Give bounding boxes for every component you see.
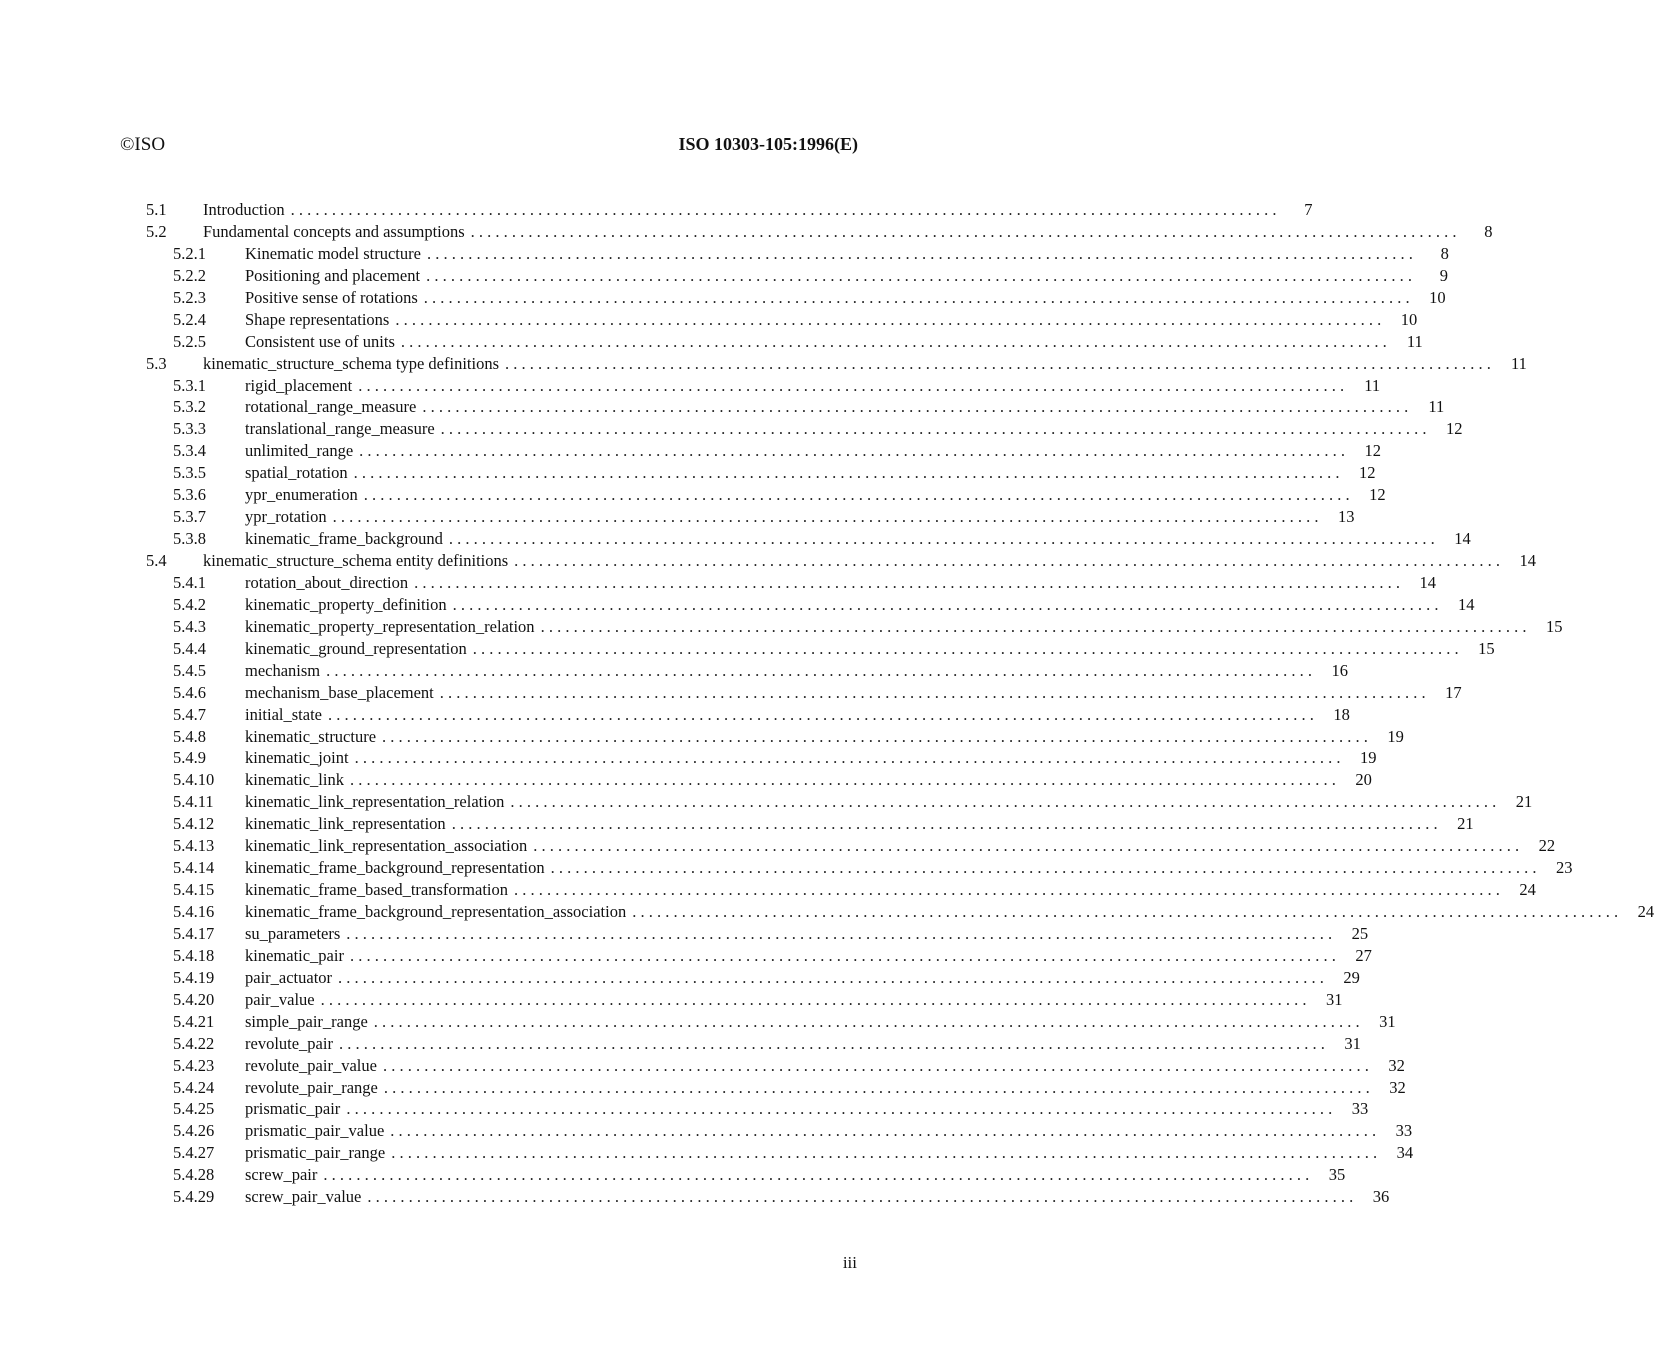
toc-page-number: 10 [1400,309,1418,329]
toc-entry[interactable] [0,1142,1414,1164]
toc-section-number: 5.3.2 [173,397,206,417]
toc-dot-leader: . . . . . . . . . . . . . . . . . . . . . . . . . . . . . . . . . . . . . . . . . . . . . . . . . . . . . . . . . . . . . . . . . . . . . . . . . . . . . . . . . . . . . . . . . . . . . . . . . . . . . . . . . . . . . . . . . . . . . . . . [346,1099,1333,1119]
toc-entry[interactable] [0,506,1355,528]
page-header [120,134,858,160]
toc-page-number: 35 [1328,1165,1346,1185]
toc-page-number: 11 [1364,375,1381,395]
toc-title: Consistent use of units [245,331,395,351]
toc-line [245,287,1446,309]
toc-page-number: 31 [1344,1033,1361,1053]
toc-section-number: 5.2.5 [173,331,206,351]
toc-entry[interactable] [0,1077,1406,1099]
toc-entry[interactable] [0,331,1423,353]
toc-page-number: 11 [1406,331,1423,351]
toc-title: kinematic_link [245,770,344,790]
toc-line [203,199,1313,221]
toc-section-number: 5.1 [146,200,167,219]
toc-page-number: 8 [1440,243,1449,263]
toc-line [245,901,1654,923]
toc-line [245,1164,1346,1186]
toc-line [245,989,1343,1011]
toc-dot-leader: . . . . . . . . . . . . . . . . . . . . . . . . . . . . . . . . . . . . . . . . . . . . . . . . . . . . . . . . . . . . . . . . . . . . . . . . . . . . . . . . . . . . . . . . . . . . . . . . . . . . . . . . . . . . . . . . . . . . . . . . [439,682,1426,702]
toc-title: rigid_placement [245,375,353,395]
toc-dot-leader: . . . . . . . . . . . . . . . . . . . . . . . . . . . . . . . . . . . . . . . . . . . . . . . . . . . . . . . . . . . . . . . . . . . . . . . . . . . . . . . . . . . . . . . . . . . . . . . . . . . . . . . . . . . . . . . . . . . . . . . . [382,726,1368,746]
toc-section-number: 5.4.5 [173,660,206,680]
toc-line [245,660,1349,682]
toc-dot-leader: . . . . . . . . . . . . . . . . . . . . . . . . . . . . . . . . . . . . . . . . . . . . . . . . . . . . . . . . . . . . . . . . . . . . . . . . . . . . . . . . . . . . . . . . . . . . . . . . . . . . . . . . . . . . . . . . . . . . . . . . [448,529,1435,549]
toc-page-number: 27 [1355,945,1372,965]
toc-section-number: 5.3 [146,353,167,373]
toc-section-number: 5.3.8 [173,529,206,549]
toc-entry[interactable] [0,594,1475,616]
toc-title: kinematic_property_definition [245,594,447,614]
toc-line [245,1055,1405,1077]
toc-line [245,638,1495,660]
toc-entry[interactable] [0,418,1463,440]
toc-section-number: 5.4.2 [173,594,206,614]
toc-line [245,528,1471,550]
toc-dot-leader: . . . . . . . . . . . . . . . . . . . . . . . . . . . . . . . . . . . . . . . . . . . . . . . . . . . . . . . . . . . . . . . . . . . . . . . . . . . . . . . . . . . . . . . . . . . . . . . . . . . . . . . . . . . . . . . . . . . . . . . . [533,836,1520,856]
toc-dot-leader: . . . . . . . . . . . . . . . . . . . . . . . . . . . . . . . . . . . . . . . . . . . . . . . . . . . . . . . . . . . . . . . . . . . . . . . . . . . . . . . . . . . . . . . . . . . . . . . . . . . . . . . . . . . . . . . . . . . . . . . . [320,989,1307,1009]
toc-page-number: 31 [1379,1011,1396,1031]
toc-line [203,221,1493,243]
toc-section-number: 5.4.21 [173,1011,215,1031]
toc-section-number: 5.2.1 [173,243,206,263]
toc-dot-leader: . . . . . . . . . . . . . . . . . . . . . . . . . . . . . . . . . . . . . . . . . . . . . . . . . . . . . . . . . . . . . . . . . . . . . . . . . . . . . . . . . . . . . . . . . . . . . . . . . . . . . . . . . . . . . . . . . . . . . . . . [426,265,1412,285]
toc-section-number: 5.3.1 [173,375,206,395]
toc-line [245,813,1474,835]
toc-title: kinematic_frame_background_representation_association [245,902,627,921]
toc-page-number: 36 [1372,1187,1390,1207]
toc-dot-leader: . . . . . . . . . . . . . . . . . . . . . . . . . . . . . . . . . . . . . . . . . . . . . . . . . . . . . . . . . . . . . . . . . . . . . . . . . . . . . . . . . . . . . . . . . . . . . . . . . . . . . . . . . . . . . . . . . . . . . . . . [505,353,1491,373]
toc-title: mechanism [245,660,321,680]
toc-title: kinematic_structure_schema entity definitions [203,551,509,570]
toc-entry[interactable] [0,1033,1361,1055]
toc-entry[interactable] [0,791,1533,813]
toc-title: pair_value [245,989,315,1009]
toc-section-number: 5.4 [146,551,167,570]
toc-dot-leader: . . . . . . . . . . . . . . . . . . . . . . . . . . . . . . . . . . . . . . . . . . . . . . . . . . . . . . . . . . . . . . . . . . . . . . . . . . . . . . . . . . . . . . . . . . . . . . . . . . . . . . . . . . . . . . . . . . . . . . . . [358,375,1345,395]
toc-title: kinematic_ground_representation [245,638,467,658]
toc-title: kinematic_frame_based_transformation [245,880,508,900]
toc-dot-leader: . . . . . . . . . . . . . . . . . . . . . . . . . . . . . . . . . . . . . . . . . . . . . . . . . . . . . . . . . . . . . . . . . . . . . . . . . . . . . . . . . . . . . . . . . . . . . . . . . . . . . . . . . . . . . . . . . . . . . . . . [472,638,1459,658]
toc-dot-leader: . . . . . . . . . . . . . . . . . . . . . . . . . . . . . . . . . . . . . . . . . . . . . . . . . . . . . . . . . . . . . . . . . . . . . . . . . . . . . . . . . . . . . . . . . . . . . . . . . . . . . . . . . . . . . . . . . . . . . . . . [514,880,1500,900]
toc-entry[interactable] [0,287,1446,309]
toc-line [245,1186,1390,1208]
toc-dot-leader: . . . . . . . . . . . . . . . . . . . . . . . . . . . . . . . . . . . . . . . . . . . . . . . . . . . . . . . . . . . . . . . . . . . . . . . . . . . . . . . . . . . . . . . . . . . . . . . . . . . . . . . . . . . . . . . . . . . . . . . . [440,419,1427,439]
toc-section-number: 5.4.29 [173,1187,215,1207]
toc-entry[interactable] [0,923,1369,945]
toc-line [245,243,1449,265]
toc-line [203,550,1537,572]
toc-title: kinematic_structure [245,726,377,746]
toc-line [245,879,1536,901]
toc-title: su_parameters [245,923,341,943]
toc-dot-leader: . . . . . . . . . . . . . . . . . . . . . . . . . . . . . . . . . . . . . . . . . . . . . . . . . . . . . . . . . . . . . . . . . . . . . . . . . . . . . . . . . . . . . . . . . . . . . . . . . . . . . . . . . . . . . . . . . . . . . . . . [349,945,1336,965]
toc-page-number: 33 [1395,1121,1413,1141]
toc-dot-leader: . . . . . . . . . . . . . . . . . . . . . . . . . . . . . . . . . . . . . . . . . . . . . . . . . . . . . . . . . . . . . . . . . . . . . . . . . . . . . . . . . . . . . . . . . . . . . . . . . . . . . . . . . . . . . . . . . . . . . . . . [353,463,1340,483]
toc-line [245,418,1463,440]
toc-dot-leader: . . . . . . . . . . . . . . . . . . . . . . . . . . . . . . . . . . . . . . . . . . . . . . . . . . . . . . . . . . . . . . . . . . . . . . . . . . . . . . . . . . . . . . . . . . . . . . . . . . . . . . . . . . . . . . . . . . . . . . . . [363,485,1350,505]
toc-section-number: 5.4.26 [173,1121,215,1141]
toc-page-number: 25 [1351,923,1369,943]
toc-title: prismatic_pair_value [245,1121,385,1141]
toc-dot-leader: . . . . . . . . . . . . . . . . . . . . . . . . . . . . . . . . . . . . . . . . . . . . . . . . . . . . . . . . . . . . . . . . . . . . . . . . . . . . . . . . . . . . . . . . . . . . . . . . . . . . . . . . . . . . . . . . . . . . . . . . [383,1077,1370,1097]
toc-section-number: 5.4.13 [173,836,215,856]
toc-line [245,791,1533,813]
toc-line [245,835,1556,857]
toc-title: revolute_pair_range [245,1077,378,1097]
toc-line [245,484,1386,506]
toc-entry[interactable] [0,309,1418,331]
toc-page-number: 16 [1331,660,1349,680]
toc-entry[interactable] [0,879,1536,901]
toc-entry[interactable] [0,638,1495,660]
toc-entry[interactable] [0,221,1493,243]
toc-entry[interactable] [0,1098,1369,1120]
toc-section-number: 5.4.20 [173,989,215,1009]
toc-section-number: 5.3.7 [173,507,206,527]
toc-line [245,1077,1406,1099]
toc-dot-leader: . . . . . . . . . . . . . . . . . . . . . . . . . . . . . . . . . . . . . . . . . . . . . . . . . . . . . . . . . . . . . . . . . . . . . . . . . . . . . . . . . . . . . . . . . . . . . . . . . . . . . . . . . . . . . . . . . . . . . . . . [382,1055,1369,1075]
toc-dot-leader: . . . . . . . . . . . . . . . . . . . . . . . . . . . . . . . . . . . . . . . . . . . . . . . . . . . . . . . . . . . . . . . . . . . . . . . . . . . . . . . . . . . . . . . . . . . . . . . . . . . . . . . . . . . . . . . . . . . . . . . . [422,397,1409,417]
toc-entry[interactable] [0,1186,1390,1208]
toc-title: Fundamental concepts and assumptions [203,221,465,241]
copyright-mark: ©ISO [120,134,166,155]
toc-page-number: 32 [1388,1055,1405,1075]
toc-entry[interactable] [0,835,1556,857]
toc-title: initial_state [245,704,322,724]
toc-page-number: 24 [1637,902,1654,921]
toc-page-number: 21 [1515,792,1533,812]
toc-page-number: 14 [1457,594,1475,614]
toc-section-number: 5.4.9 [173,748,206,768]
toc-page-number: 13 [1337,507,1355,527]
toc-entry[interactable] [0,989,1343,1011]
toc-dot-leader: . . . . . . . . . . . . . . . . . . . . . . . . . . . . . . . . . . . . . . . . . . . . . . . . . . . . . . . . . . . . . . . . . . . . . . . . . . . . . . . . . . . . . . . . . . . . . . . . . . . . . . . . . . . . . . . . . . . . . . . . [470,221,1457,241]
toc-title: spatial_rotation [245,463,348,483]
toc-section-number: 5.4.6 [173,682,206,702]
toc-line [245,616,1563,638]
toc-dot-leader: . . . . . . . . . . . . . . . . . . . . . . . . . . . . . . . . . . . . . . . . . . . . . . . . . . . . . . . . . . . . . . . . . . . . . . . . . . . . . . . . . . . . . . . . . . . . . . . . . . . . . . . . . . . . . . . . . . . . . . . . [332,507,1319,527]
toc-line [245,1120,1413,1142]
toc-section-number: 5.4.23 [173,1055,215,1075]
toc-title: ypr_enumeration [245,485,358,505]
toc-section-number: 5.3.6 [173,485,206,505]
toc-page-number: 8 [1484,221,1493,241]
toc-title: kinematic_property_representation_relation [245,616,535,636]
toc-page-number: 22 [1538,836,1556,856]
toc-dot-leader: . . . . . . . . . . . . . . . . . . . . . . . . . . . . . . . . . . . . . . . . . . . . . . . . . . . . . . . . . . . . . . . . . . . . . . . . . . . . . . . . . . . . . . . . . . . . . . . . . . . . . . . . . . . . . . . . . . . . . . . . [423,287,1410,307]
toc-entry[interactable] [0,550,1537,572]
toc-dot-leader: . . . . . . . . . . . . . . . . . . . . . . . . . . . . . . . . . . . . . . . . . . . . . . . . . . . . . . . . . . . . . . . . . . . . . . . . . . . . . . . . . . . . . . . . . . . . . . . . . . . . . . . . . . . . . . . . . . . . . . . . [390,1121,1377,1141]
toc-line [245,857,1573,879]
toc-section-number: 5.4.1 [173,572,206,592]
table-of-contents [0,199,1654,1208]
toc-dot-leader: . . . . . . . . . . . . . . . . . . . . . . . . . . . . . . . . . . . . . . . . . . . . . . . . . . . . . . . . . . . . . . . . . . . . . . . . . . . . . . . . . . . . . . . . . . . . . . . . . . . . . . . . . . . . . . . . . . . . . . . . [632,902,1619,921]
toc-title: simple_pair_range [245,1011,368,1031]
toc-page-number: 12 [1446,419,1463,439]
toc-dot-leader: . . . . . . . . . . . . . . . . . . . . . . . . . . . . . . . . . . . . . . . . . . . . . . . . . . . . . . . . . . . . . . . . . . . . . . . . . . . . . . . . . . . . . . . . . . . . . . . . . . . . . . . . . . . . . . . . . . . . . . . . [514,551,1501,570]
toc-page-number: 7 [1304,200,1313,219]
document-id: ISO 10303-105:1996(E) [678,134,858,154]
toc-title: kinematic_frame_background_representation [245,858,545,878]
toc-entry[interactable] [0,265,1448,287]
toc-page-number: 17 [1445,682,1462,702]
toc-page-number: 23 [1556,858,1573,878]
toc-dot-leader: . . . . . . . . . . . . . . . . . . . . . . . . . . . . . . . . . . . . . . . . . . . . . . . . . . . . . . . . . . . . . . . . . . . . . . . . . . . . . . . . . . . . . . . . . . . . . . . . . . . . . . . . . . . . . . . . . . . . . . . . [290,200,1277,219]
toc-title: ypr_rotation [245,507,327,527]
toc-title: revolute_pair_value [245,1055,377,1075]
toc-page-number: 12 [1369,485,1386,505]
toc-page-number: 12 [1359,463,1376,483]
toc-line [245,945,1372,967]
toc-line [245,331,1423,353]
toc-dot-leader: . . . . . . . . . . . . . . . . . . . . . . . . . . . . . . . . . . . . . . . . . . . . . . . . . . . . . . . . . . . . . . . . . . . . . . . . . . . . . . . . . . . . . . . . . . . . . . . . . . . . . . . . . . . . . . . . . . . . . . . . [338,967,1324,987]
toc-line [245,594,1475,616]
toc-line [203,353,1527,375]
toc-entry[interactable] [0,440,1382,462]
toc-title: revolute_pair [245,1033,333,1053]
toc-section-number: 5.2.4 [173,309,206,329]
toc-section-number: 5.4.18 [173,945,215,965]
toc-section-number: 5.4.22 [173,1033,215,1053]
toc-section-number: 5.3.3 [173,419,206,439]
toc-title: Positive sense of rotations [245,287,418,307]
toc-page-number: 29 [1343,967,1360,987]
toc-line [245,682,1462,704]
toc-dot-leader: . . . . . . . . . . . . . . . . . . . . . . . . . . . . . . . . . . . . . . . . . . . . . . . . . . . . . . . . . . . . . . . . . . . . . . . . . . . . . . . . . . . . . . . . . . . . . . . . . . . . . . . . . . . . . . . . . . . . . . . . [395,309,1382,329]
toc-title: Introduction [203,200,285,219]
toc-line [245,1142,1414,1164]
toc-entry[interactable] [0,1055,1405,1077]
toc-entry[interactable] [0,945,1372,967]
toc-title: prismatic_pair [245,1099,341,1119]
toc-entry[interactable] [0,528,1471,550]
toc-dot-leader: . . . . . . . . . . . . . . . . . . . . . . . . . . . . . . . . . . . . . . . . . . . . . . . . . . . . . . . . . . . . . . . . . . . . . . . . . . . . . . . . . . . . . . . . . . . . . . . . . . . . . . . . . . . . . . . . . . . . . . . . [323,1165,1310,1185]
toc-title: rotation_about_direction [245,572,409,592]
toc-entry[interactable] [0,375,1381,397]
toc-section-number: 5.4.27 [173,1143,215,1163]
toc-section-number: 5.4.24 [173,1077,215,1097]
toc-section-number: 5.4.28 [173,1165,215,1185]
toc-section-number: 5.4.15 [173,880,215,900]
toc-section-number: 5.4.17 [173,923,215,943]
toc-line [245,375,1381,397]
toc-dot-leader: . . . . . . . . . . . . . . . . . . . . . . . . . . . . . . . . . . . . . . . . . . . . . . . . . . . . . . . . . . . . . . . . . . . . . . . . . . . . . . . . . . . . . . . . . . . . . . . . . . . . . . . . . . . . . . . . . . . . . . . . [550,858,1537,878]
toc-page-number: 18 [1333,704,1350,724]
toc-dot-leader: . . . . . . . . . . . . . . . . . . . . . . . . . . . . . . . . . . . . . . . . . . . . . . . . . . . . . . . . . . . . . . . . . . . . . . . . . . . . . . . . . . . . . . . . . . . . . . . . . . . . . . . . . . . . . . . . . . . . . . . . [359,441,1346,461]
toc-page-number: 14 [1519,551,1537,570]
toc-entry[interactable] [0,1011,1396,1033]
toc-dot-leader: . . . . . . . . . . . . . . . . . . . . . . . . . . . . . . . . . . . . . . . . . . . . . . . . . . . . . . . . . . . . . . . . . . . . . . . . . . . . . . . . . . . . . . . . . . . . . . . . . . . . . . . . . . . . . . . . . . . . . . . . [338,1033,1325,1053]
toc-entry[interactable] [0,353,1527,375]
toc-title: unlimited_range [245,441,354,461]
toc-entry[interactable] [0,682,1462,704]
toc-entry[interactable] [0,901,1654,923]
toc-line [245,726,1404,748]
toc-line [245,923,1369,945]
toc-entry[interactable] [0,726,1404,748]
toc-dot-leader: . . . . . . . . . . . . . . . . . . . . . . . . . . . . . . . . . . . . . . . . . . . . . . . . . . . . . . . . . . . . . . . . . . . . . . . . . . . . . . . . . . . . . . . . . . . . . . . . . . . . . . . . . . . . . . . . . . . . . . . . [540,616,1527,636]
toc-page-number: 11 [1428,397,1445,417]
toc-page-number: 11 [1510,353,1527,373]
toc-section-number: 5.4.12 [173,814,215,834]
toc-title: Positioning and placement [245,265,421,285]
toc-line [245,396,1445,418]
toc-dot-leader: . . . . . . . . . . . . . . . . . . . . . . . . . . . . . . . . . . . . . . . . . . . . . . . . . . . . . . . . . . . . . . . . . . . . . . . . . . . . . . . . . . . . . . . . . . . . . . . . . . . . . . . . . . . . . . . . . . . . . . . . [367,1187,1354,1207]
toc-dot-leader: . . . . . . . . . . . . . . . . . . . . . . . . . . . . . . . . . . . . . . . . . . . . . . . . . . . . . . . . . . . . . . . . . . . . . . . . . . . . . . . . . . . . . . . . . . . . . . . . . . . . . . . . . . . . . . . . . . . . . . . . [327,704,1314,724]
toc-entry[interactable] [0,1120,1413,1142]
toc-page-number: 19 [1387,726,1404,746]
toc-title: rotational_range_measure [245,397,417,417]
toc-title: kinematic_joint [245,748,349,768]
toc-title: Shape representations [245,309,390,329]
toc-section-number: 5.2.2 [173,265,206,285]
toc-entry[interactable] [0,1164,1346,1186]
toc-section-number: 5.4.16 [173,902,215,921]
toc-page-number: 14 [1454,529,1471,549]
toc-line [245,704,1350,726]
toc-title: pair_actuator [245,967,333,987]
toc-line [245,506,1355,528]
toc-title: mechanism_base_placement [245,682,434,702]
toc-section-number: 5.4.11 [173,792,214,812]
toc-page-number: 14 [1419,572,1436,592]
toc-dot-leader: . . . . . . . . . . . . . . . . . . . . . . . . . . . . . . . . . . . . . . . . . . . . . . . . . . . . . . . . . . . . . . . . . . . . . . . . . . . . . . . . . . . . . . . . . . . . . . . . . . . . . . . . . . . . . . . . . . . . . . . . [391,1143,1378,1163]
toc-title: kinematic_link_representation_relation [245,792,505,812]
toc-page-number: 33 [1351,1099,1369,1119]
toc-section-number: 5.4.7 [173,704,206,724]
toc-line [245,1011,1396,1033]
toc-entry[interactable] [0,747,1377,769]
toc-entry[interactable] [0,199,1313,221]
toc-section-number: 5.4.4 [173,638,206,658]
toc-line [245,462,1376,484]
toc-page-number: 32 [1389,1077,1406,1097]
toc-section-number: 5.4.10 [173,770,215,790]
toc-entry[interactable] [0,396,1445,418]
toc-page-number: 15 [1545,616,1563,636]
toc-page-number: 24 [1519,880,1536,900]
toc-entry[interactable] [0,769,1372,791]
toc-line [245,769,1372,791]
toc-section-number: 5.4.14 [173,858,215,878]
toc-dot-leader: . . . . . . . . . . . . . . . . . . . . . . . . . . . . . . . . . . . . . . . . . . . . . . . . . . . . . . . . . . . . . . . . . . . . . . . . . . . . . . . . . . . . . . . . . . . . . . . . . . . . . . . . . . . . . . . . . . . . . . . . [354,748,1341,768]
toc-title: translational_range_measure [245,419,435,439]
toc-entry[interactable] [0,704,1350,726]
toc-title: screw_pair [245,1165,318,1185]
toc-section-number: 5.2 [146,221,167,241]
toc-section-number: 5.4.19 [173,967,215,987]
toc-dot-leader: . . . . . . . . . . . . . . . . . . . . . . . . . . . . . . . . . . . . . . . . . . . . . . . . . . . . . . . . . . . . . . . . . . . . . . . . . . . . . . . . . . . . . . . . . . . . . . . . . . . . . . . . . . . . . . . . . . . . . . . . [426,243,1413,263]
toc-entry[interactable] [0,572,1436,594]
toc-page-number: 20 [1355,770,1372,790]
toc-title: kinematic_link_representation_association [245,836,528,856]
toc-title: kinematic_structure_schema type definitions [203,353,499,373]
page-number: iii [842,1253,857,1272]
toc-entry[interactable] [0,660,1349,682]
toc-line [245,1033,1361,1055]
toc-entry[interactable] [0,484,1386,506]
toc-entry[interactable] [0,857,1573,879]
toc-dot-leader: . . . . . . . . . . . . . . . . . . . . . . . . . . . . . . . . . . . . . . . . . . . . . . . . . . . . . . . . . . . . . . . . . . . . . . . . . . . . . . . . . . . . . . . . . . . . . . . . . . . . . . . . . . . . . . . . . . . . . . . . [510,792,1497,812]
toc-section-number: 5.4.25 [173,1099,215,1119]
toc-title: kinematic_link_representation [245,814,446,834]
toc-section-number: 5.3.5 [173,463,206,483]
toc-line [245,572,1436,594]
toc-dot-leader: . . . . . . . . . . . . . . . . . . . . . . . . . . . . . . . . . . . . . . . . . . . . . . . . . . . . . . . . . . . . . . . . . . . . . . . . . . . . . . . . . . . . . . . . . . . . . . . . . . . . . . . . . . . . . . . . . . . . . . . . [349,770,1336,790]
toc-page-number: 34 [1396,1143,1414,1163]
toc-line [245,967,1360,989]
toc-section-number: 5.4.8 [173,726,206,746]
toc-dot-leader: . . . . . . . . . . . . . . . . . . . . . . . . . . . . . . . . . . . . . . . . . . . . . . . . . . . . . . . . . . . . . . . . . . . . . . . . . . . . . . . . . . . . . . . . . . . . . . . . . . . . . . . . . . . . . . . . . . . . . . . . [451,814,1438,834]
toc-dot-leader: . . . . . . . . . . . . . . . . . . . . . . . . . . . . . . . . . . . . . . . . . . . . . . . . . . . . . . . . . . . . . . . . . . . . . . . . . . . . . . . . . . . . . . . . . . . . . . . . . . . . . . . . . . . . . . . . . . . . . . . . [373,1011,1360,1031]
toc-page-number: 19 [1359,748,1377,768]
toc-entry[interactable] [0,813,1474,835]
toc-title: kinematic_frame_background [245,529,443,549]
toc-title: screw_pair_value [245,1187,362,1207]
toc-line [245,309,1418,331]
toc-line [245,440,1382,462]
toc-dot-leader: . . . . . . . . . . . . . . . . . . . . . . . . . . . . . . . . . . . . . . . . . . . . . . . . . . . . . . . . . . . . . . . . . . . . . . . . . . . . . . . . . . . . . . . . . . . . . . . . . . . . . . . . . . . . . . . . . . . . . . . . [452,594,1439,614]
toc-page-number: 31 [1326,989,1343,1009]
toc-dot-leader: . . . . . . . . . . . . . . . . . . . . . . . . . . . . . . . . . . . . . . . . . . . . . . . . . . . . . . . . . . . . . . . . . . . . . . . . . . . . . . . . . . . . . . . . . . . . . . . . . . . . . . . . . . . . . . . . . . . . . . . . [414,572,1400,592]
toc-page-number: 9 [1439,265,1448,285]
toc-page-number: 15 [1478,638,1495,658]
toc-entry[interactable] [0,616,1563,638]
toc-entry[interactable] [0,462,1376,484]
toc-dot-leader: . . . . . . . . . . . . . . . . . . . . . . . . . . . . . . . . . . . . . . . . . . . . . . . . . . . . . . . . . . . . . . . . . . . . . . . . . . . . . . . . . . . . . . . . . . . . . . . . . . . . . . . . . . . . . . . . . . . . . . . . [346,923,1333,943]
toc-dot-leader: . . . . . . . . . . . . . . . . . . . . . . . . . . . . . . . . . . . . . . . . . . . . . . . . . . . . . . . . . . . . . . . . . . . . . . . . . . . . . . . . . . . . . . . . . . . . . . . . . . . . . . . . . . . . . . . . . . . . . . . . [326,660,1313,680]
toc-line [245,747,1377,769]
toc-section-number: 5.2.3 [173,287,206,307]
toc-line [245,265,1448,287]
toc-dot-leader: . . . . . . . . . . . . . . . . . . . . . . . . . . . . . . . . . . . . . . . . . . . . . . . . . . . . . . . . . . . . . . . . . . . . . . . . . . . . . . . . . . . . . . . . . . . . . . . . . . . . . . . . . . . . . . . . . . . . . . . . [400,331,1387,351]
toc-line [245,1098,1369,1120]
toc-entry[interactable] [0,243,1449,265]
toc-entry[interactable] [0,967,1360,989]
toc-section-number: 5.3.4 [173,441,206,461]
toc-page-number: 21 [1457,814,1474,834]
toc-title: prismatic_pair_range [245,1143,386,1163]
toc-title: Kinematic model structure [245,243,421,263]
toc-section-number: 5.4.3 [173,616,206,636]
toc-title: kinematic_pair [245,945,344,965]
toc-page-number: 12 [1364,441,1382,461]
toc-page-number: 10 [1429,287,1446,307]
